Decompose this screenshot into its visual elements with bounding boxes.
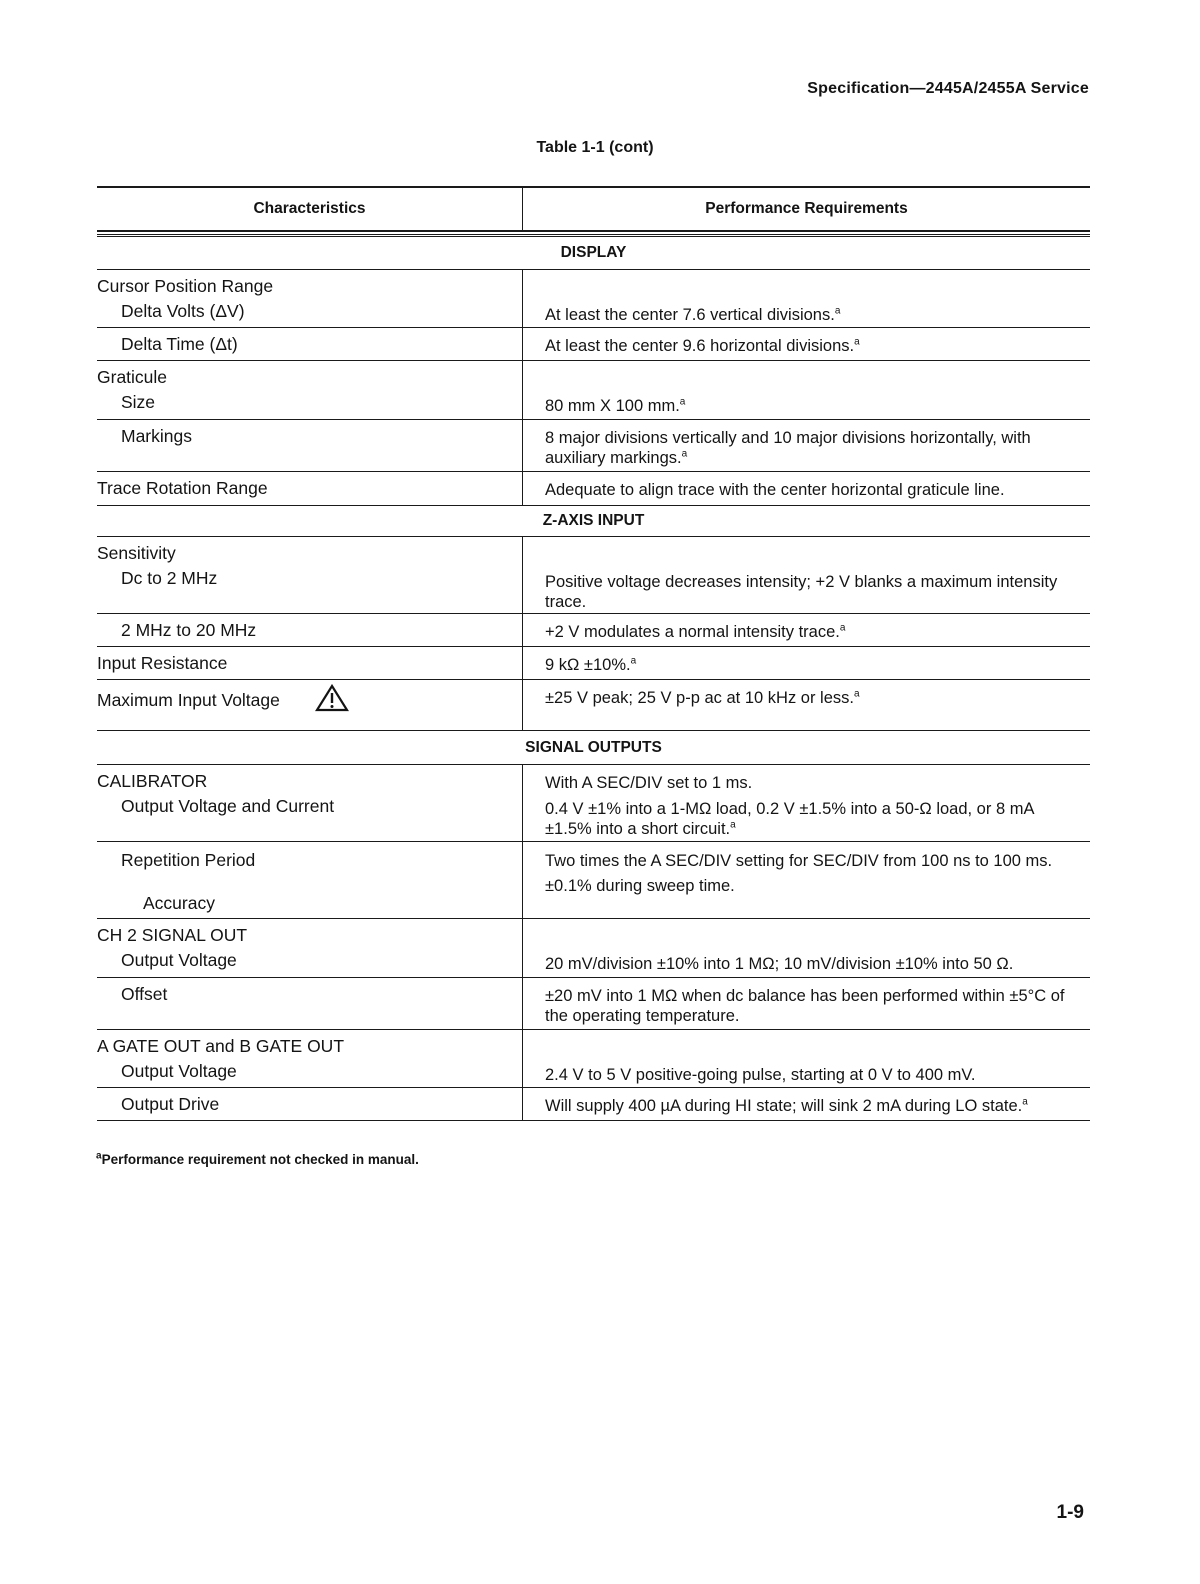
section-z-axis: Z-AXIS INPUT: [97, 506, 1090, 537]
row-delta-time: [97, 328, 1090, 361]
req-offset: ±20 mV into 1 MΩ when dc balance has been performed within ±5°C of the operating temperature.: [545, 987, 1065, 1025]
label-offset: Offset: [121, 984, 168, 1004]
footnote-mark: a: [679, 396, 686, 408]
req-size: 80 mm X 100 mm.: [545, 397, 680, 415]
label-ch2-output-voltage: Output Voltage: [121, 950, 237, 970]
footnote-mark: a: [834, 305, 841, 317]
label-sensitivity: Sensitivity: [97, 543, 176, 563]
label-output-voltage-current: Output Voltage and Current: [121, 796, 335, 816]
req-delta-time: At least the center 9.6 horizontal divisions.: [545, 337, 855, 355]
spec-table: [97, 186, 1090, 1121]
row-gate-output-voltage: [97, 1030, 1090, 1088]
req-input-resistance: 9 kΩ ±10%.: [545, 656, 631, 674]
label-calibrator: CALIBRATOR: [97, 771, 208, 791]
req-max-input-voltage: ±25 V peak; 25 V p-p ac at 10 kHz or less.: [545, 689, 854, 707]
row-graticule-size: [97, 361, 1090, 420]
header-performance: Performance Requirements: [705, 200, 908, 217]
req-2-20mhz: +2 V modulates a normal intensity trace.: [545, 623, 840, 641]
running-head: Specification—2445A/2455A Service: [807, 80, 1089, 97]
table-header: [97, 186, 1090, 232]
footnote-mark: a: [1022, 1096, 1028, 1108]
req-markings: 8 major divisions vertically and 10 major divisions horizontally, with auxiliary markings.: [545, 429, 1031, 467]
footnote-mark: a: [853, 688, 860, 700]
label-input-resistance: Input Resistance: [97, 653, 228, 673]
label-repetition-period: Repetition Period: [121, 850, 256, 870]
label-output-drive: Output Drive: [121, 1094, 220, 1114]
row-ch2-output-voltage: [97, 919, 1090, 978]
req-delta-volts: At least the center 7.6 vertical divisions.: [545, 306, 835, 324]
label-gate-out: A GATE OUT and B GATE OUT: [97, 1036, 345, 1056]
footnote: [96, 1152, 419, 1167]
footnote-mark: a: [630, 655, 637, 667]
label-markings: Markings: [121, 426, 192, 446]
req-calibrator: With A SEC/DIV set to 1 ms.: [545, 774, 753, 792]
row-max-input-voltage: [97, 680, 1090, 731]
req-repetition-period: Two times the A SEC/DIV setting for SEC/DIV from 100 ns to 100 ms.: [545, 852, 1053, 870]
row-calibrator: [97, 765, 1090, 842]
label-trace-rotation: Trace Rotation Range: [97, 478, 268, 498]
footnote-text: Performance requirement not checked in manual.: [101, 1152, 419, 1167]
req-output-drive: Will supply 400 µA during HI state; will sink 2 mA during LO state.: [545, 1097, 1023, 1115]
req-gate-output-voltage: 2.4 V to 5 V positive-going pulse, starting at 0 V to 400 mV.: [545, 1066, 976, 1084]
row-delta-volts: [97, 270, 1090, 328]
row-offset: [97, 978, 1090, 1030]
req-ch2-output-voltage: 20 mV/division ±10% into 1 MΩ; 10 mV/division ±10% into 50 Ω.: [545, 955, 1014, 973]
row-2-20mhz: [97, 614, 1090, 647]
row-output-drive: [97, 1088, 1090, 1121]
footnote-mark: a: [730, 819, 736, 831]
section-display: DISPLAY: [97, 234, 1090, 270]
label-gate-output-voltage: Output Voltage: [121, 1061, 237, 1081]
req-dc-2mhz: Positive voltage decreases intensity; +2 V blanks a maximum intensity trace.: [545, 573, 1058, 611]
row-trace-rotation: [97, 472, 1090, 506]
label-max-input-voltage: Maximum Input Voltage: [97, 690, 280, 711]
footnote-mark: a: [839, 622, 846, 634]
label-ch2-signal-out: CH 2 SIGNAL OUT: [97, 925, 248, 945]
row-input-resistance: [97, 647, 1090, 680]
row-markings: [97, 420, 1090, 472]
label-graticule: Graticule: [97, 367, 168, 387]
label-dc-2mhz: Dc to 2 MHz: [121, 568, 218, 588]
req-trace-rotation: Adequate to align trace with the center horizontal graticule line.: [545, 481, 1005, 499]
page-number: 1-9: [1056, 1502, 1084, 1523]
label-2-20mhz: 2 MHz to 20 MHz: [121, 620, 257, 640]
footnote-mark: a: [96, 1150, 102, 1162]
row-repetition-period: [97, 842, 1090, 919]
section-signal-outputs: SIGNAL OUTPUTS: [97, 731, 1090, 765]
warning-triangle-icon: [315, 684, 349, 719]
label-cursor-range: Cursor Position Range: [97, 276, 274, 296]
footnote-mark: a: [681, 448, 688, 460]
req-accuracy: ±0.1% during sweep time.: [545, 877, 735, 895]
req-output-voltage-current: 0.4 V ±1% into a 1-MΩ load, 0.2 V ±1.5% into a 50-Ω load, or 8 mA ±1.5% into a short circuit.: [545, 800, 1034, 838]
header-characteristics: Characteristics: [97, 188, 523, 230]
label-delta-volts: Delta Volts (ΔV): [121, 301, 245, 321]
label-accuracy: Accuracy: [143, 893, 215, 913]
row-dc-2mhz: [97, 537, 1090, 614]
label-size: Size: [121, 392, 156, 412]
table-caption: Table 1-1 (cont): [536, 139, 654, 156]
footnote-mark: a: [854, 336, 860, 348]
label-delta-time: Delta Time (Δt): [121, 334, 238, 354]
